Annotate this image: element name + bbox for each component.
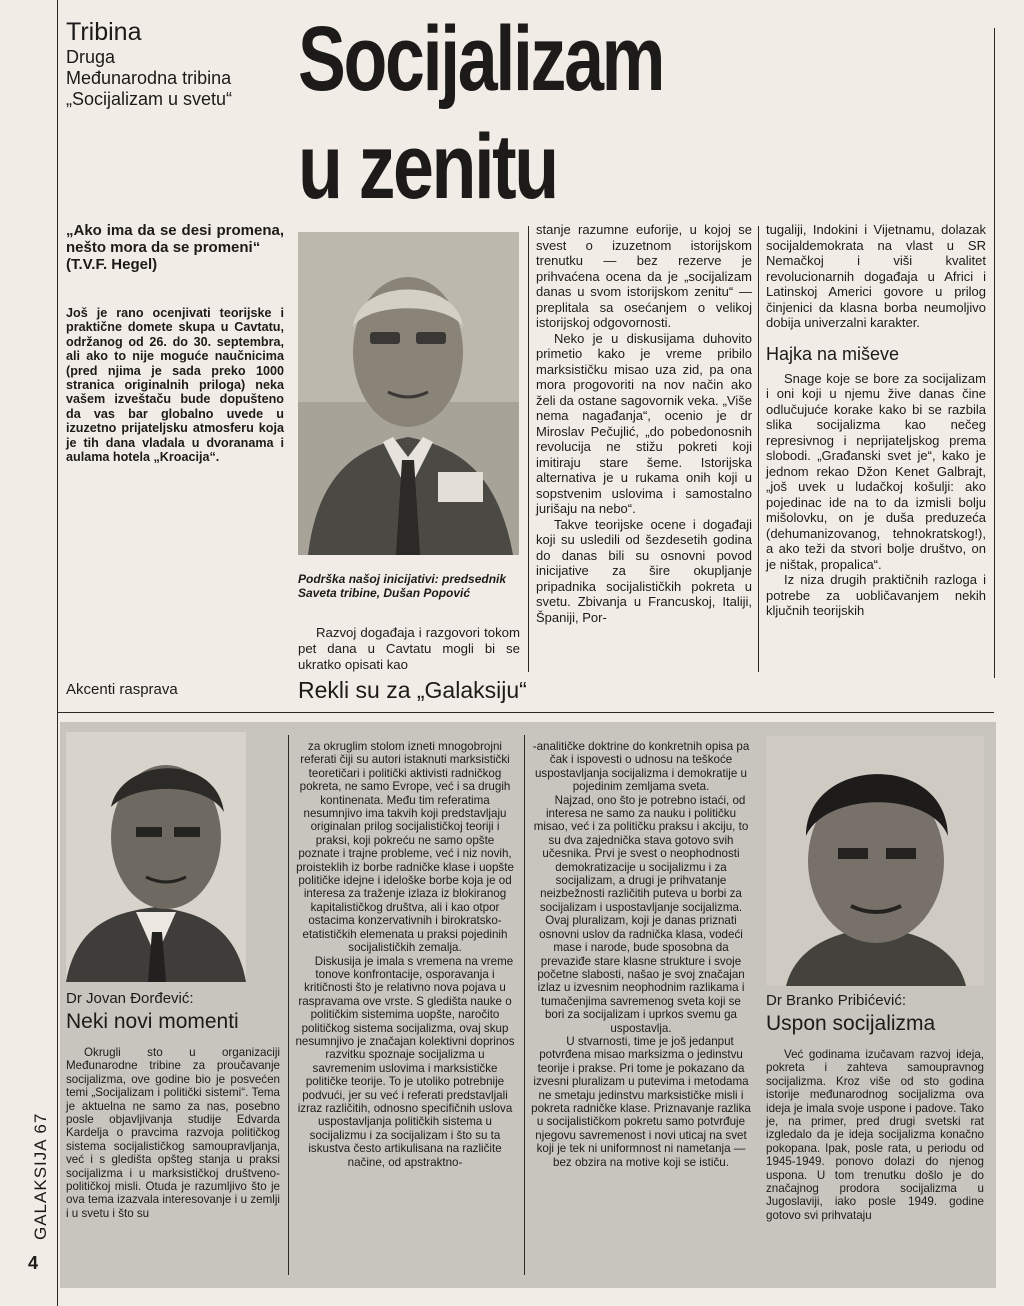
epigraph-author: (T.V.F. Hegel) [66, 256, 158, 273]
column-4-heading: Hajka na miševe [766, 343, 900, 364]
box-rule-1 [288, 735, 289, 1275]
portrait-photo-popovic [298, 232, 519, 555]
epigraph [66, 222, 284, 273]
box-column-3-p1: -analitičke doktrine do konkretnih opisa pa čak i ispovesti o udnosu na teškoće uspostavljanja socijalizma i demokratije u pojedinim zemljama sveta. [532, 740, 750, 794]
left-interview-text: Okrugli sto u organizaciji Međunarodne tribine za proučavanje socijalizma, ove godine bio je posvećen temi „Socijalizam i politički sistemi“. Tema je aktuelna ne samo za nas, posebno posle objavljivanja studije Edvarda Kardelja o pravcima razvoja političkog sistema socijalističkog samoupravljanja, već i s gledišta opšteg stanja u praksi socijalizma i u marksističkoj društveno-političkoj misli. Otuda je razumljivo što je ova tema izazvala interesovanje i u zemlji i u svetu i što su [66, 1046, 280, 1220]
column-4-p3: Iz niza drugih praktičnih razloga i potrebe za uobličavanjem nekih ključnih teorijskih [766, 572, 986, 618]
left-interview-title: Neki novi momenti [66, 1010, 239, 1033]
portrait-photo-djordjevic [66, 732, 246, 982]
box-column-3 [530, 740, 752, 1169]
section-sub1: Druga [66, 47, 116, 67]
column-4-p1: tugaliji, Indokini i Vijetnamu, dolazak socijaldemokrata na vlast u SR Nemačkoj i viši kvalitet revolucionarnih događaja u Africi i Latinskoj Americi govore u prilog činjenici da klasna borba neumoljivo dobija univerzalni karakter. [766, 222, 986, 330]
column-3-p2: Neko je u diskusijama duhovito primetio kako je vreme pribilo marksističku misao uza zid, pa ona mora progovoriti na nov način ako želi da ostane sagovornik veka. „Više nema nagađanja“, ocenio je dr Miroslav Pečujlić, „do pobedonosnih revolucija ne stižu pokreti koji imitiraju stare šeme. Istorijska alternativa je u rukama onih koji u sopstvenim uslovima i samostalno jurišaju na nebo“. [536, 330, 752, 516]
box-column-2 [295, 740, 515, 1169]
right-interview-title: Uspon socijalizma [766, 1012, 936, 1035]
rekli-heading: Rekli su za „Galaksiju“ [298, 677, 527, 703]
column-3-text [536, 222, 752, 625]
section-title: Tribina [66, 18, 142, 46]
column-rule-3 [528, 226, 529, 672]
mid-column-text: Razvoj događaja i razgovori tokom pet dana u Cavtatu mogli bi se ukratko opisati kao [298, 625, 520, 672]
akcenti-label: Akcenti rasprava [66, 681, 178, 698]
magazine-footer [25, 1090, 50, 1240]
left-margin-rule [57, 0, 58, 1306]
box-rule-2 [524, 735, 525, 1275]
epigraph-quote: „Ako ima da se desi promena, nešto mora da se promeni“ [66, 222, 284, 256]
portrait-photo-icon [66, 732, 246, 982]
column-3-p3: Takve teorijske ocene i događaji koji su usledili od šezdesetih godina do danas bili su osnovni povod inicijative za šire okupljanje pripadnika socijalističkih pokreta u svetu. Zbivanja u Francuskoj, Italiji, Španiji, Por- [536, 516, 752, 625]
box-column-2-p1: za okruglim stolom izneti mnogobrojni referati čiji su autori istaknuti marksistički teoretičari i politički aktivisti radničkog pokreta, ne samo Evrope, već i sa drugih kontinenata. Među tim referatima nesumnjivo ima takvih koji predstavljaju originalan prilog socijalističkoj teoriji i praksi, koji pokreću ne samo opšte poznate i trajne probleme, već i niz novih, proisteklih iz borbe radničke klase i uopšte političke idejne i idelоške borbe koja je od interesa za traženje izlaza iz blokiranog kapitalističkog društva, ali i kao otpor ostacima konzervativnih i birokratsko-etatističkih elemenata u praksi pojedinih socijalističkih zemalja. [296, 740, 514, 955]
right-interviewee-name: Dr Branko Pribićević: [766, 992, 907, 1009]
magazine-name: GALAKSIJA 67 [31, 1112, 50, 1240]
portrait-photo-icon [298, 232, 519, 555]
column-4-p2: Snage koje se bore za socijalizam i oni koji u njemu žive danas čine odlučujuće korake kako bi se razbila slika socijalizma kao nečeg represivnog i neprijateljskog prema slobodi. „Građanski svet je“, kako je jednom rekao Džon Kenet Galbrajt, „još uvek u ludačkoj košulji: ako pojedinac ide na to da izmisli bolju mišolovku, on je duša preduzeća (dehumanizovanog, tehnokratskog!), a ako teži da stvori bolje društvo, on je ništak, propalica“. [766, 370, 986, 572]
section-header [66, 18, 296, 110]
right-margin-rule [994, 28, 995, 678]
box-column-3-p2: Najzad, ono što je potrebno istaći, od interesa ne samo za nauku i političku misao, već i za političku praksu i akciju, to su dva zajednička stava gotovo svih učesnika. Prvi je svest o neophodnosti demokratizacije u socijalizmu i za socijalizam, a drugi je prihvatanje neizbežnosti različitih puteva u borbi za socijalizam i uspostavljanje socijalizma. Ovaj pluralizam, koji je danas priznati osnovni uslov da radnička klasa, vodeći mase i narode, bude sposobna da prevaziđe stare klasne strukture i svoje početne slabosti, našao je svoj značajan izlaz u izvesnim neophodnim razlikama i tumačenjima savremenog sveta koji se bori za socijalizam i uprkos svemu ga uspostavlja. [533, 793, 749, 1035]
right-interview-text: Već godinama izučavam razvoj ideja, pokreta i zahteva samoupravnog socijalizma. Kroz više od sto godina istorije međunarodnog socijalizma ova ideja je imala svoje uspone i padove. Tako je, na primer, pred drugi svetski rat izgledalo da je ideja socijalizma konačno pokopana. Ipak, posle rata, u periodu od 1945-1949. ponovo dolazi do njenog uspona. U tom trenutku došlo je do značajnog prodora socijalizma u Jugoslaviji, iako posle 1949. godine gotovo svi prihvataju [766, 1048, 984, 1222]
left-interviewee-name: Dr Jovan Đorđević: [66, 990, 194, 1007]
section-sub2: Međunarodna tribina [66, 68, 232, 88]
box-column-2-p2: Diskusija je imala s vremena na vreme tonove konfrontacije, osporavanja i kritičnosti što je relativno nova pojava u raspravama ove vrste. S gledišta nauke o političkim sistemima uopšte, naročito političkog sistema socijalizma, ovaj skup nesumnjivo je značajan kolektivni doprinos razvitku spoznaje socijalizma u savremenim uslovima i marksističke političke teorije. To je utoliko potrebnije podvući, jer su već i referati predstavljali izraz različitih, odnosno specifičnih uslova uspostavljanja političkih sistema u socijalizmu i za socijalizam i što su ta iskustva često artikulisana na različite načine, od apstraktno- [295, 954, 515, 1169]
intro-text [66, 306, 284, 470]
section-sub3: „Socijalizam u svetu“ [66, 89, 233, 109]
headline-line1: Socijalizam [298, 8, 664, 110]
column-4-text [766, 222, 986, 619]
top-separator [57, 712, 994, 713]
headline-line2: u zenitu [298, 116, 557, 218]
page-number: 4 [28, 1253, 39, 1273]
box-column-3-p3: U stvarnosti, time je još jedanput potvrđena misao marksizma o jedinstvu teorije i prakse. Pri tome je pokazano da izvesni pluralizam u putevima i metodama ne smetaju jedinstvu marksističke misli i pokreta radničke klase. Priznavanje razlika u socijalističkom pokretu samo potvrđuje njegovu savremenost i novi uticaj na svet koji je tek ni uniformnost ni nametanja — bez obzira na motive koji se ističu. [531, 1034, 751, 1169]
photo1-caption: Podrška našoj inicijativi: predsednik Saveta tribine, Dušan Popović [298, 572, 507, 600]
column-3-p1: stanje razumne euforije, u kojoj se svest o izuzetnom istorijskom trenutku — bez rezerve je prihvaćena ocena da je „socijalizam danas u svom istorijskom zenitu“ — preplitala sa osećanjem o velikoj istorijskoj odgovornosti. [536, 222, 752, 330]
portrait-photo-pribicevic [766, 736, 984, 986]
column-rule-4 [758, 226, 759, 672]
intro-paragraph: Još je rano ocenjivati teorijske i praktične domete skupa u Cavtatu, održanog od 26. do 30. septembra, ali ako to nije moguće naučnicima (pred njima je sada preko 1000 stranica originalnih priloga) neka vašem izveštaču bude dopušteno da vas bar globalno uvede u izuzetno prijateljsku atmosferu koja je tih dana vladala u dvoranama i aulama hotela „Kroacija“. [66, 306, 284, 465]
portrait-photo-icon [766, 736, 984, 986]
